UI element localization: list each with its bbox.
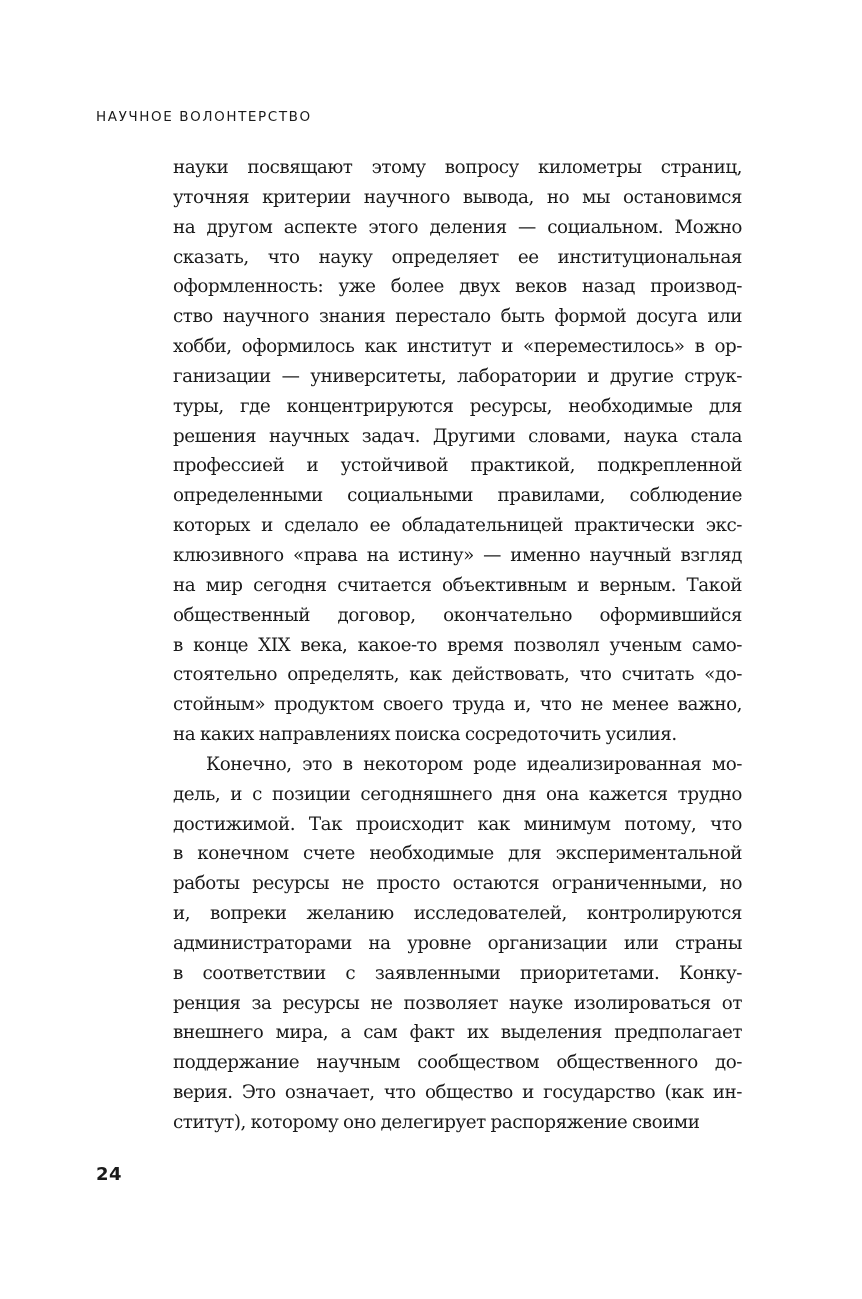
text-line: общественный договор, окончательно оформившийся	[173, 604, 742, 626]
text-line: решения научных задач. Другими словами, наука стала	[173, 425, 742, 447]
text-line: клюзивного «права на истину» — именно научный взгляд	[173, 544, 742, 566]
text-line: в конце XIX века, какое-то время позволял ученым само-	[173, 634, 742, 656]
text-line: ренция за ресурсы не позволяет науке изолироваться от	[173, 992, 742, 1014]
text-line: на другом аспекте этого деления — социальном. Можно	[173, 216, 742, 238]
text-line: оформленность: уже более двух веков назад производ-	[173, 276, 742, 298]
text-line: дель, и с позиции сегодняшнего дня она кажется трудно	[173, 783, 742, 805]
page-number: 24	[96, 1164, 123, 1185]
text-line: ганизации — университеты, лаборатории и другие струк-	[173, 365, 742, 387]
text-line: поддержание научным сообществом общественного до-	[173, 1052, 742, 1074]
text-line: администраторами на уровне организации или страны	[173, 932, 742, 954]
text-line: сказать, что науку определяет ее институциональная	[173, 246, 742, 268]
running-head: НАУЧНОЕ ВОЛОНТЕРСТВО	[96, 109, 312, 125]
text-line: профессией и устойчивой практикой, подкрепленной	[173, 455, 742, 477]
text-line: в конечном счете необходимые для экспериментальной	[173, 843, 742, 865]
text-line: уточняя критерии научного вывода, но мы остановимся	[173, 186, 742, 208]
text-line: которых и сделало ее обладательницей практически экс-	[173, 515, 742, 537]
text-line: работы ресурсы не просто остаются ограниченными, но	[173, 873, 742, 895]
text-line: науки посвящают этому вопросу километры страниц,	[173, 157, 742, 178]
text-line: в соответствии с заявленными приоритетами. Конку-	[173, 962, 742, 984]
text-line: определенными социальными правилами, соблюдение	[173, 485, 742, 507]
body-text	[173, 153, 742, 1138]
paragraph	[173, 750, 742, 1138]
text-line: стоятельно определять, как действовать, что считать «до-	[173, 664, 742, 686]
text-line: на мир сегодня считается объективным и верным. Такой	[173, 574, 742, 596]
paragraph	[173, 153, 742, 750]
text-line: ститут), которому оно делегирует распоряжение своими	[173, 1112, 700, 1133]
text-line: верия. Это означает, что общество и государство (как ин-	[173, 1082, 742, 1104]
text-line: стойным» продуктом своего труда и, что не менее важно,	[173, 694, 742, 716]
text-line: внешнего мира, а сам факт их выделения предполагает	[173, 1022, 742, 1044]
text-line: на каких направлениях поиска сосредоточить усилия.	[173, 724, 677, 746]
text-line: хобби, оформилось как институт и «переместилось» в ор-	[173, 336, 742, 358]
text-line: ство научного знания перестало быть формой досуга или	[173, 306, 742, 328]
text-line: и, вопреки желанию исследователей, контролируются	[173, 903, 742, 925]
text-line: Конечно, это в некотором роде идеализированная мо-	[206, 753, 742, 775]
text-line: туры, где концентрируются ресурсы, необходимые для	[173, 395, 742, 417]
text-line: достижимой. Так происходит как минимум потому, что	[173, 813, 742, 835]
